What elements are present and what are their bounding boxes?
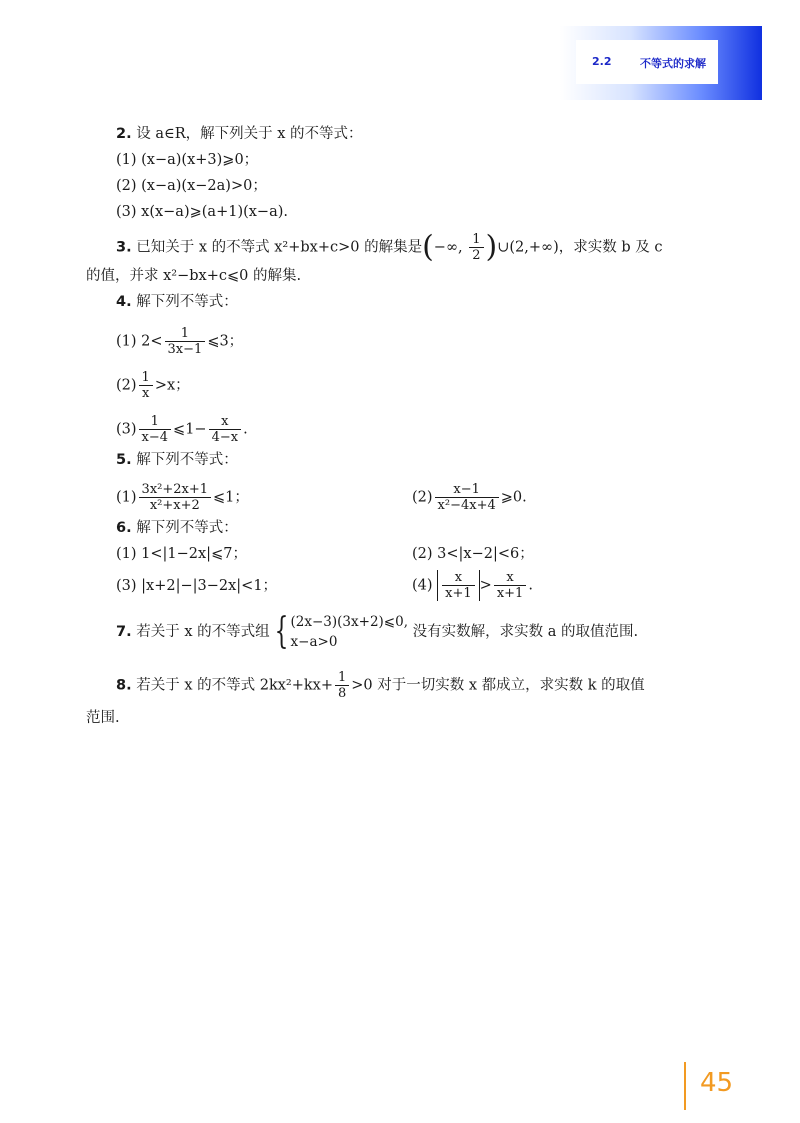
question-number: 8.	[116, 677, 132, 694]
question-6-item-1: (1) 1<|1−2x|⩽7；	[116, 546, 247, 562]
question-2-item-3: (3) x(x−a)⩾(a+1)(x−a).	[116, 204, 288, 220]
denominator: x	[142, 386, 150, 401]
numerator: x	[442, 570, 475, 586]
numerator: 1	[165, 326, 206, 342]
denominator: 3x−1	[167, 342, 203, 357]
denominator: x²−4x+4	[437, 498, 496, 513]
question-number: 6.	[116, 520, 132, 536]
denominator: 4−x	[211, 430, 239, 445]
system-brace: {	[274, 611, 288, 652]
fraction	[209, 414, 242, 445]
item-label: (4)	[412, 577, 433, 594]
question-2-item-1: (1) (x−a)(x+3)⩾0；	[116, 152, 259, 168]
question-text: 解下列不等式：	[136, 452, 238, 468]
question-number: 5.	[116, 452, 132, 468]
section-title: 不等式的求解	[640, 57, 706, 70]
question-number: 3.	[116, 239, 132, 256]
question-4-intro	[116, 292, 238, 312]
fraction-one-half	[469, 232, 483, 263]
denominator: x−4	[141, 430, 169, 445]
interval-right: ∪(2,+∞)，求实数 b 及 c	[497, 239, 663, 256]
fraction	[139, 482, 211, 513]
numerator: 1	[469, 232, 483, 248]
question-text-tail: >0 对于一切实数 x 都成立，求实数 k 的取值	[351, 677, 645, 694]
fraction	[139, 370, 153, 401]
denominator: x²+x+2	[149, 498, 200, 513]
question-text: 解下列不等式：	[136, 294, 238, 310]
question-6-item-3: (3) |x+2|−|3−2x|<1；	[116, 578, 278, 594]
fraction	[139, 414, 172, 445]
item-label: (2)	[412, 489, 433, 506]
item-label: (1) 2<	[116, 333, 163, 350]
question-3-line-1	[116, 229, 663, 265]
fraction	[494, 570, 527, 601]
question-8-line-1	[116, 670, 645, 701]
page-number-rule	[684, 1062, 686, 1110]
question-2-intro	[116, 124, 363, 144]
question-text: 若关于 x 的不等式组	[136, 624, 270, 640]
numerator: 1	[139, 414, 172, 430]
question-6-item-2: (2) 3<|x−2|<6；	[412, 546, 534, 562]
question-2-item-2: (2) (x−a)(x−2a)>0；	[116, 178, 267, 194]
question-7	[116, 612, 638, 652]
item-label: (1)	[116, 489, 137, 506]
item-tail: ⩽3；	[207, 333, 244, 350]
item-tail: >x；	[154, 377, 190, 394]
denominator: 8	[338, 686, 347, 701]
question-5-intro	[116, 450, 238, 470]
denominator: x+1	[496, 586, 524, 601]
denominator: x+1	[445, 586, 472, 601]
numerator: 1	[335, 670, 349, 686]
question-text-tail: 没有实数解，求实数 a 的取值范围.	[412, 624, 639, 640]
numerator: x−1	[435, 482, 499, 498]
question-5-item-2	[412, 482, 527, 513]
system-line-1: (2x−3)(3x+2)⩽0,	[290, 614, 408, 630]
page-number: 45	[700, 1068, 734, 1098]
numerator: x	[209, 414, 242, 430]
question-text: 已知关于 x 的不等式 x²+bx+c>0 的解集是	[136, 239, 423, 256]
item-tail: .	[528, 577, 533, 594]
item-tail: ⩾0.	[500, 489, 527, 506]
system-line-2: x−a>0	[290, 634, 338, 650]
fraction	[442, 570, 475, 601]
absolute-value	[437, 570, 480, 601]
item-label: (3)	[116, 421, 137, 438]
section-number: 2.2	[592, 55, 612, 68]
item-tail: ⩽1；	[213, 489, 249, 506]
question-number: 2.	[116, 126, 132, 142]
question-3-line-2: 的值，并求 x²−bx+c⩽0 的解集.	[86, 268, 302, 284]
numerator: 1	[139, 370, 153, 386]
question-4-item-1	[116, 326, 243, 357]
item-mid: >	[479, 577, 492, 594]
question-number: 7.	[116, 624, 132, 640]
fraction	[435, 482, 499, 513]
running-header	[576, 40, 718, 84]
fraction	[165, 326, 206, 357]
question-number: 4.	[116, 294, 132, 310]
fraction-one-eighth	[335, 670, 349, 701]
question-4-item-3	[116, 414, 248, 445]
question-text: 若关于 x 的不等式 2kx²+kx+	[136, 677, 333, 694]
inequality-system	[291, 612, 408, 652]
question-5-item-1	[116, 482, 249, 513]
question-4-item-2	[116, 370, 190, 401]
question-6-intro	[116, 518, 238, 538]
numerator: x	[494, 570, 527, 586]
numerator: 3x²+2x+1	[139, 482, 211, 498]
question-text: 设 a∈R，解下列关于 x 的不等式：	[136, 126, 363, 142]
item-label: (2)	[116, 377, 137, 394]
question-6-item-4	[412, 570, 533, 601]
left-paren: (	[422, 229, 434, 265]
right-paren: )	[485, 229, 498, 265]
denominator: 2	[472, 248, 481, 263]
item-tail: .	[243, 421, 248, 438]
item-mid: ⩽1−	[173, 421, 207, 438]
interval-left: −∞,	[433, 239, 468, 256]
question-text: 解下列不等式：	[136, 520, 238, 536]
question-8-line-2: 范围.	[86, 710, 120, 726]
